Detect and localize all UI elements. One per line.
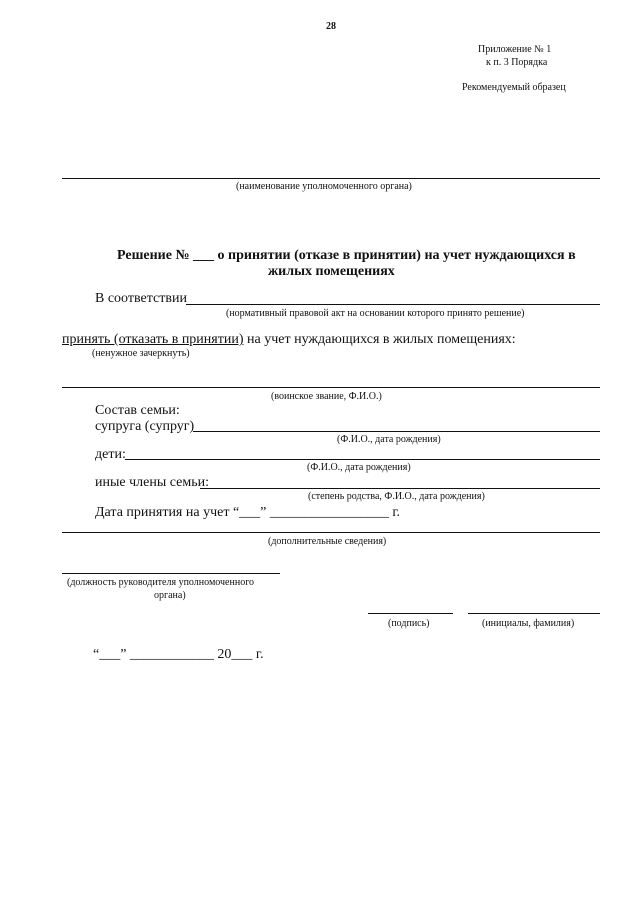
- family-heading: Состав семьи:: [95, 403, 180, 418]
- basis-line[interactable]: [186, 304, 600, 305]
- basis-caption: (нормативный правовой акт на основании которого принято решение): [226, 308, 525, 319]
- signature-caption: (подпись): [388, 618, 430, 629]
- spouse-label: супруга (супруг): [95, 419, 195, 434]
- spouse-line[interactable]: [193, 431, 600, 432]
- decision-text: [62, 333, 516, 347]
- children-caption: (Ф.И.О., дата рождения): [307, 462, 411, 473]
- position-caption-line1: (должность руководителя уполномоченного: [67, 577, 255, 588]
- name-line[interactable]: [468, 613, 600, 614]
- additional-info-line[interactable]: [62, 532, 600, 533]
- additional-info-caption: (дополнительные сведения): [268, 536, 387, 547]
- appendix-label: Приложение № 1: [478, 44, 552, 55]
- other-members-caption: (степень родства, Ф.И.О., дата рождения): [308, 491, 485, 502]
- children-line[interactable]: [125, 459, 600, 460]
- other-members-line[interactable]: [200, 488, 600, 489]
- position-line[interactable]: [62, 573, 280, 574]
- children-label: дети:: [95, 447, 126, 462]
- document-title-line1: Решение № ___ о принятии (отказе в принятии) на учет нуждающихся в: [117, 248, 576, 263]
- page-number: 28: [326, 21, 336, 32]
- sample-label: Рекомендуемый образец: [462, 82, 566, 93]
- person-line[interactable]: [62, 387, 600, 388]
- authority-line[interactable]: [62, 178, 600, 179]
- authority-caption: (наименование уполномоченного органа): [236, 181, 412, 192]
- other-members-label: иные члены семьи:: [95, 475, 209, 490]
- accept-reject-option[interactable]: принять (отказать в принятии): [62, 332, 244, 347]
- order-reference: к п. 3 Порядка: [486, 57, 548, 68]
- position-caption-line2: органа): [154, 590, 186, 601]
- strike-out-note: (ненужное зачеркнуть): [92, 348, 190, 359]
- person-caption: (воинское звание, Ф.И.О.): [271, 391, 382, 402]
- signature-line[interactable]: [368, 613, 453, 614]
- basis-label: В соответствии: [95, 291, 187, 306]
- spouse-caption: (Ф.И.О., дата рождения): [337, 434, 441, 445]
- document-title-line2: жилых помещениях: [268, 264, 395, 279]
- acceptance-date-field[interactable]: Дата принятия на учет “___” _________________ г.: [95, 505, 401, 520]
- name-caption: (инициалы, фамилия): [482, 618, 575, 629]
- decision-rest: на учет нуждающихся в жилых помещениях:: [243, 332, 516, 347]
- signing-date-field[interactable]: “___” ____________ 20___ г.: [93, 647, 264, 662]
